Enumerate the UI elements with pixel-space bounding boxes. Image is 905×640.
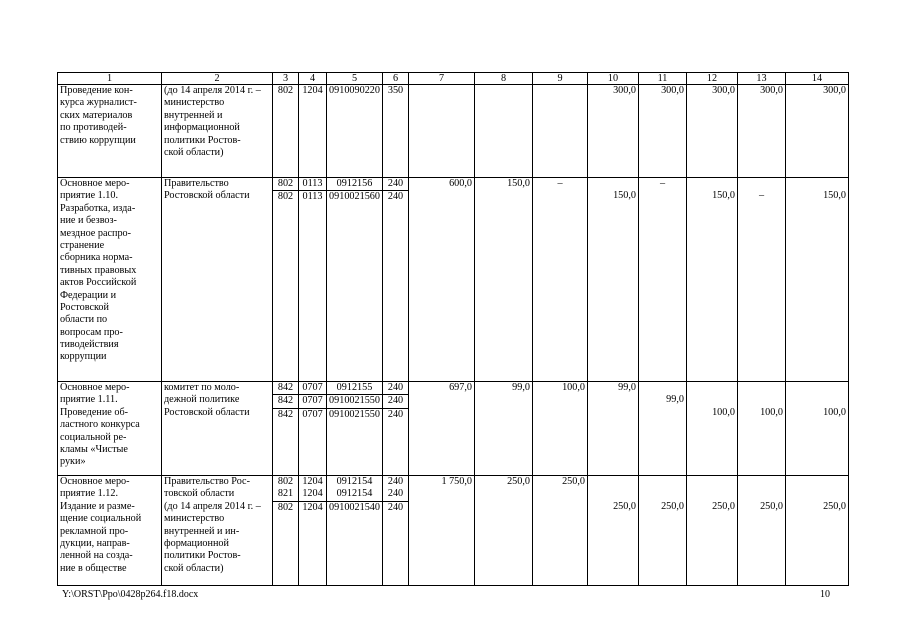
header-cell: 13 bbox=[738, 73, 786, 85]
code-value: 0113 bbox=[302, 178, 323, 189]
amount-value: 250,0 bbox=[562, 476, 585, 487]
text-line: ской области) bbox=[164, 146, 224, 158]
text-line: дукции, направ- bbox=[60, 537, 130, 549]
text-line: (до 14 апреля 2014 г. – bbox=[164, 500, 261, 512]
amount-value: 100,0 bbox=[562, 382, 585, 393]
text-line: коррупции bbox=[60, 351, 107, 363]
code-value: 240 bbox=[383, 501, 408, 514]
text-line: министерство bbox=[164, 97, 225, 109]
text-line: Ростовской области bbox=[164, 406, 250, 418]
text-line: рекламной про- bbox=[60, 525, 129, 537]
text-line: руки» bbox=[60, 456, 86, 468]
text-line: кламы «Чистые bbox=[60, 443, 128, 455]
year-value-cell bbox=[533, 178, 588, 382]
year-value-cell bbox=[475, 178, 533, 382]
grbs-cell bbox=[273, 85, 299, 178]
text-line: Правительство Рос- bbox=[164, 476, 250, 487]
code-value: 240 bbox=[383, 408, 408, 421]
text-line: щение социальной bbox=[60, 513, 142, 525]
amount-value: 1 750,0 bbox=[441, 476, 472, 487]
year-value-cell bbox=[738, 382, 786, 476]
header-cell: 8 bbox=[475, 73, 533, 85]
footer-file-path: Y:\ORST\Ppo\0428p264.f18.docx bbox=[62, 589, 199, 600]
text-line: министерство bbox=[164, 513, 225, 525]
text-line: ние и безвоз- bbox=[60, 215, 117, 227]
code-value: 802 bbox=[277, 476, 294, 487]
text-line: комитет по моло- bbox=[164, 382, 240, 393]
code-value: 240 bbox=[387, 476, 404, 487]
vr-cell bbox=[383, 178, 409, 382]
grbs-cell bbox=[273, 476, 299, 586]
amount-value: 99,0 bbox=[666, 394, 684, 406]
text-line: Ростовской bbox=[60, 301, 109, 313]
text-line: Основное меро- bbox=[60, 382, 130, 393]
year-value-cell bbox=[687, 476, 738, 586]
text-line: ствию коррупции bbox=[60, 134, 136, 146]
csr-cell bbox=[327, 476, 383, 586]
grbs-cell bbox=[273, 178, 299, 382]
text-line: вопросам про- bbox=[60, 326, 123, 338]
text-line: ластного конкурса bbox=[60, 419, 140, 431]
text-line: тиводействия bbox=[60, 339, 119, 351]
text-line: Ростовской области bbox=[164, 190, 250, 202]
total-cell bbox=[409, 476, 475, 586]
executor-cell bbox=[162, 382, 273, 476]
rzpr-cell bbox=[299, 85, 327, 178]
grbs-cell bbox=[273, 382, 299, 476]
year-value-cell: 300,0 bbox=[639, 85, 687, 178]
header-cell: 12 bbox=[687, 73, 738, 85]
amount-value: 150,0 bbox=[823, 190, 846, 202]
code-value: 842 bbox=[277, 382, 294, 393]
page-number: 10 bbox=[820, 589, 830, 600]
header-cell: 7 bbox=[409, 73, 475, 85]
text-line: Федерации и bbox=[60, 289, 117, 301]
text-line: (до 14 апреля 2014 г. – bbox=[164, 85, 261, 96]
code-value: 0910090220 bbox=[329, 85, 380, 96]
executor-cell bbox=[162, 476, 273, 586]
year-value-cell bbox=[475, 476, 533, 586]
amount-value: – bbox=[557, 178, 563, 189]
text-line: политики Ростов- bbox=[164, 550, 241, 562]
year-value-cell bbox=[588, 178, 639, 382]
text-line: сборника норма- bbox=[60, 252, 133, 264]
code-value: 802 bbox=[273, 190, 298, 203]
code-value: 0910021550 bbox=[327, 408, 382, 421]
vr-cell bbox=[383, 382, 409, 476]
header-row bbox=[58, 73, 849, 85]
text-line: ние в обществе bbox=[60, 562, 127, 574]
year-value-cell bbox=[533, 476, 588, 586]
code-value: 821 bbox=[277, 488, 294, 500]
year-value-cell bbox=[687, 382, 738, 476]
text-line: Издание и разме- bbox=[60, 500, 135, 512]
code-value: 240 bbox=[387, 178, 404, 189]
text-line: приятие 1.10. bbox=[60, 190, 119, 202]
code-value: 802 bbox=[277, 178, 294, 189]
text-line: формационной bbox=[164, 537, 229, 549]
total-cell bbox=[409, 85, 475, 178]
table-row bbox=[58, 476, 849, 586]
header-cell: 5 bbox=[327, 73, 383, 85]
code-value: 1204 bbox=[302, 85, 323, 96]
code-value: 240 bbox=[383, 394, 408, 407]
year-value-cell: 300,0 bbox=[588, 85, 639, 178]
measure-name-cell bbox=[58, 476, 162, 586]
amount-value: 99,0 bbox=[512, 382, 530, 393]
text-line: информационной bbox=[164, 122, 240, 134]
text-line: мездное распро- bbox=[60, 227, 132, 239]
header-cell: 11 bbox=[639, 73, 687, 85]
text-line: по противодей- bbox=[60, 122, 127, 134]
text-line: дежной политике bbox=[164, 394, 240, 406]
year-value-cell bbox=[687, 178, 738, 382]
code-value: 1204 bbox=[302, 476, 323, 487]
amount-value: 250,0 bbox=[613, 500, 636, 512]
year-value-cell bbox=[588, 382, 639, 476]
code-value: 240 bbox=[387, 382, 404, 393]
table-row bbox=[58, 85, 849, 178]
csr-cell bbox=[327, 382, 383, 476]
header-cell: 10 bbox=[588, 73, 639, 85]
year-value-cell bbox=[786, 178, 849, 382]
code-value: 0707 bbox=[299, 408, 326, 421]
text-line: ленной на созда- bbox=[60, 550, 133, 562]
csr-cell bbox=[327, 85, 383, 178]
text-line: Основное меро- bbox=[60, 178, 130, 189]
measure-name-cell bbox=[58, 382, 162, 476]
code-value: 842 bbox=[273, 408, 298, 421]
year-value-cell bbox=[639, 178, 687, 382]
amount-value: 250,0 bbox=[823, 500, 846, 512]
year-value-cell: 300,0 bbox=[786, 85, 849, 178]
text-line: Основное меро- bbox=[60, 476, 130, 487]
measure-name-cell bbox=[58, 85, 162, 178]
csr-cell bbox=[327, 178, 383, 382]
text-line: Проведение кон- bbox=[60, 85, 133, 96]
text-line: курса журналист- bbox=[60, 97, 137, 109]
text-line: социальной ре- bbox=[60, 431, 127, 443]
code-value: 0912155 bbox=[336, 382, 373, 393]
code-value: 0910021560 bbox=[327, 190, 382, 203]
code-value: 842 bbox=[273, 394, 298, 407]
year-value-cell bbox=[533, 85, 588, 178]
year-value-cell bbox=[639, 382, 687, 476]
text-line: Разработка, изда- bbox=[60, 202, 136, 214]
header-cell: 9 bbox=[533, 73, 588, 85]
amount-value: 150,0 bbox=[712, 190, 735, 202]
text-line: странение bbox=[60, 239, 105, 251]
code-value: 240 bbox=[383, 190, 408, 203]
code-value: 802 bbox=[277, 85, 294, 96]
amount-value: 250,0 bbox=[661, 500, 684, 512]
text-line: актов Российской bbox=[60, 277, 137, 289]
amount-value: 600,0 bbox=[449, 178, 472, 189]
code-value: 0912154 bbox=[336, 476, 373, 487]
total-cell bbox=[409, 178, 475, 382]
rzpr-cell bbox=[299, 178, 327, 382]
code-value: 0912154 bbox=[336, 488, 373, 500]
text-line: политики Ростов- bbox=[164, 134, 241, 146]
text-line: тивных правовых bbox=[60, 264, 137, 276]
code-value: 240 bbox=[387, 488, 404, 500]
text-line: товской области bbox=[164, 488, 235, 500]
year-value-cell bbox=[786, 476, 849, 586]
text-line: приятие 1.12. bbox=[60, 488, 119, 500]
amount-value: 100,0 bbox=[823, 406, 846, 418]
header-cell: 3 bbox=[273, 73, 299, 85]
text-line: области по bbox=[60, 314, 108, 326]
header-cell: 2 bbox=[162, 73, 273, 85]
text-line: внутренней и ин- bbox=[164, 525, 240, 537]
rzpr-cell bbox=[299, 382, 327, 476]
text-line: Проведение об- bbox=[60, 406, 129, 418]
amount-value: 150,0 bbox=[507, 178, 530, 189]
table-row bbox=[58, 178, 849, 382]
code-value: 1204 bbox=[299, 501, 326, 514]
year-value-cell: 300,0 bbox=[738, 85, 786, 178]
total-cell bbox=[409, 382, 475, 476]
code-value: 0912156 bbox=[336, 178, 373, 189]
year-value-cell bbox=[738, 178, 786, 382]
code-value: 1204 bbox=[302, 488, 323, 500]
header-cell: 4 bbox=[299, 73, 327, 85]
amount-value: 150,0 bbox=[613, 190, 636, 202]
code-value: 0910021540 bbox=[327, 501, 382, 514]
amount-value: 250,0 bbox=[712, 500, 735, 512]
text-line: ских материалов bbox=[60, 109, 133, 121]
amount-value: – bbox=[659, 178, 666, 189]
amount-value: 99,0 bbox=[618, 382, 636, 393]
rzpr-cell bbox=[299, 476, 327, 586]
year-value-cell: 300,0 bbox=[687, 85, 738, 178]
header-cell: 6 bbox=[383, 73, 409, 85]
code-value: 0707 bbox=[302, 382, 323, 393]
vr-cell bbox=[383, 85, 409, 178]
code-value: 350 bbox=[387, 85, 404, 96]
text-line: Правительство bbox=[164, 178, 229, 189]
executor-cell bbox=[162, 178, 273, 382]
header-cell: 14 bbox=[786, 73, 849, 85]
code-value: 0707 bbox=[299, 394, 326, 407]
text-line: ской области) bbox=[164, 562, 224, 574]
amount-value: 250,0 bbox=[507, 476, 530, 487]
year-value-cell bbox=[533, 382, 588, 476]
code-value: 0113 bbox=[299, 190, 326, 203]
year-value-cell bbox=[475, 85, 533, 178]
year-value-cell bbox=[639, 476, 687, 586]
amount-value: 250,0 bbox=[760, 500, 783, 512]
text-line: внутренней и bbox=[164, 109, 223, 121]
year-value-cell bbox=[588, 476, 639, 586]
amount-value: 697,0 bbox=[449, 382, 472, 393]
executor-cell bbox=[162, 85, 273, 178]
amount-value: 100,0 bbox=[760, 406, 783, 418]
vr-cell bbox=[383, 476, 409, 586]
amount-value: – bbox=[758, 190, 765, 202]
year-value-cell bbox=[475, 382, 533, 476]
code-value: 0910021550 bbox=[327, 394, 382, 407]
program-table bbox=[57, 72, 849, 586]
header-cell: 1 bbox=[58, 73, 162, 85]
measure-name-cell bbox=[58, 178, 162, 382]
table-row bbox=[58, 382, 849, 476]
text-line: приятие 1.11. bbox=[60, 394, 118, 406]
code-value: 802 bbox=[273, 501, 298, 514]
year-value-cell bbox=[738, 476, 786, 586]
amount-value: 100,0 bbox=[712, 406, 735, 418]
year-value-cell bbox=[786, 382, 849, 476]
